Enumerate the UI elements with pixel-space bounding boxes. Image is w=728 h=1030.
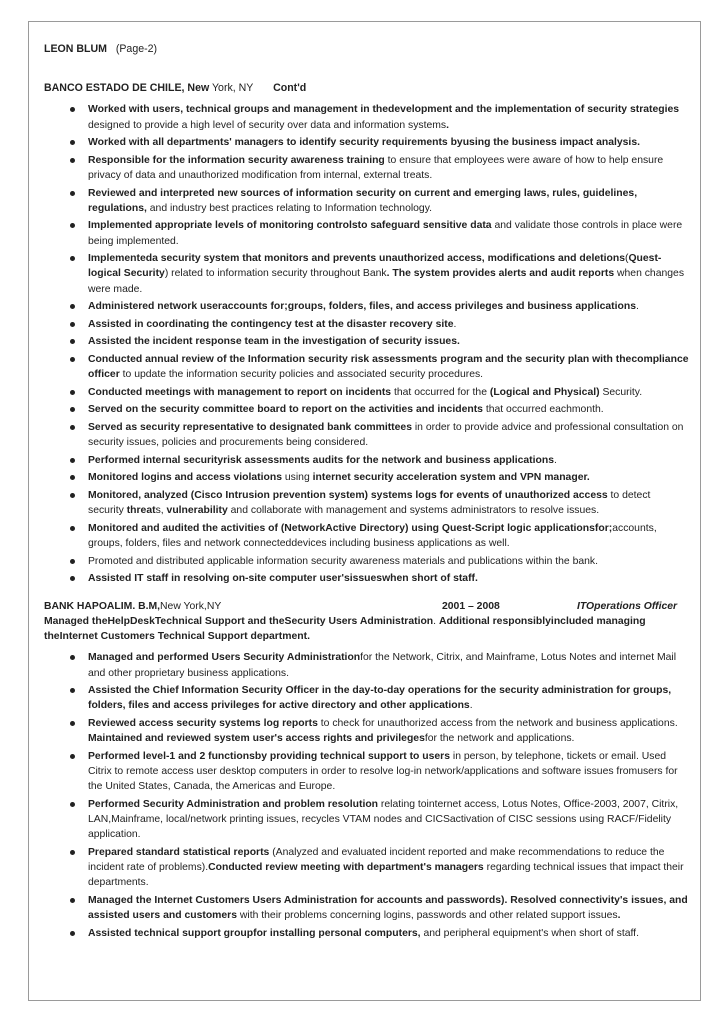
bold-text: Monitored logins and access violations [88, 472, 282, 484]
bullet-item [70, 683, 689, 713]
bold-text: Performed internal securityrisk assessments audits for the network and business applications [88, 454, 554, 466]
bold-text: Assisted in coordinating the contingency test at the disaster recovery site [88, 318, 454, 330]
company-location: New York,NY [160, 600, 222, 612]
text: in person, by telephone, tickets or email. Used Citrix to remote access user desktop computers in order to resolve log-in network/applications and software issues fromusers for the United States, Canada, the Americas and Europe. [88, 750, 678, 793]
text: regarding technical issues that impact their departments. [88, 861, 684, 889]
text: . [433, 615, 439, 627]
bold-text: Implementeda security system that monitors and prevents unauthorized access, modifications and deletions [88, 253, 625, 265]
bold-text: Assisted technical support groupfor installing personal computers, [88, 927, 421, 939]
bullet-item [70, 845, 689, 891]
text: in order to provide advice and professional consultation on security issues, policies and procurements being considered. [88, 421, 684, 449]
text: relating tointernet access, Lotus Notes, Office-2003, 2007, Citrix, LAN,Mainframe, local/network printing issues, recycles VTAM nodes and CICSactivation of CISC sessions using RACF/Fidelity application. [88, 798, 679, 841]
bullet-item [70, 317, 689, 332]
text: ( [625, 253, 629, 265]
bold-text: vulnerability [166, 505, 228, 517]
resume-page [28, 21, 701, 1001]
bold-text: Monitored, analyzed (Cisco Intrusion prevention system) systems logs for events of unauthorized access [88, 489, 608, 501]
job-heading [44, 599, 689, 614]
company-name: BANK HAPOALIM. B.M, [44, 600, 161, 612]
job-heading [44, 81, 689, 96]
job-bank-hapoalim [44, 599, 689, 941]
bold-text: Monitored and audited the activities of (NetworkActive Directory) using Quest-Script logic applicationsfor; [88, 522, 613, 534]
bold-text: Conducted meetings with management to report on incidents [88, 386, 392, 398]
bullet-item [70, 716, 689, 746]
bold-text: Quest-logical Security [88, 253, 662, 280]
text: to ensure that employees were aware of how to help ensure privacy of data and unauthorized modification from internal, external treats. [88, 154, 664, 181]
bold-text: Administered network useraccounts for;groups, folders, files, and access privileges and business applications [88, 301, 636, 313]
bullet-item [70, 299, 689, 314]
bullet-item [70, 650, 689, 680]
bold-text: Managed theHelpDeskTechnical Support and theSecurity Users Administration [44, 615, 434, 627]
text: . [469, 700, 473, 712]
text: Security. [599, 386, 643, 398]
text: . [453, 318, 457, 330]
company-location: York, NY [209, 82, 254, 95]
text: to check for unauthorized access from the network and business applications. [317, 717, 678, 729]
job-title: ITOperations Officer [577, 600, 678, 612]
bullet-item [70, 218, 689, 248]
page-number: (Page-2) [115, 43, 158, 55]
job-bullet-list [70, 650, 689, 940]
bullet-item [70, 135, 689, 150]
bullet-item [70, 186, 689, 216]
bullet-item [70, 749, 689, 795]
bullet-item [70, 352, 689, 382]
bold-text: (Logical and Physical) [489, 386, 600, 398]
bold-text: . The system provides alerts and audit reports [386, 268, 615, 280]
bold-text: threat [126, 505, 156, 517]
text: and collaborate with management and systems administrators to resolve issues. [227, 505, 600, 517]
bullet-item [70, 521, 689, 551]
text: and validate those controls in place were being implemented. [88, 220, 683, 247]
text: and industry best practices relating to Information technology. [146, 202, 433, 214]
bold-text: Implemented appropriate levels of monitoring controlsto safeguard sensitive data [88, 220, 492, 232]
bold-text: Assisted IT staff in resolving on-site computer user'sissueswhen short of staff. [88, 573, 478, 585]
bullet-item [70, 420, 689, 450]
bold-text: Performed Security Administration and problem resolution [88, 798, 379, 810]
text: for the Network, Citrix, and Mainframe, Lotus Notes and internet Mail and other proprietary business applications. [88, 652, 677, 679]
company-name: BANCO ESTADO DE CHILE, New [44, 82, 210, 95]
bold-text: Maintained and reviewed system user's access rights and privileges [88, 733, 425, 745]
text: s, [155, 505, 167, 517]
bullet-item [70, 334, 689, 349]
bold-text: Managed and performed Users Security Administration [88, 652, 361, 664]
bullet-item [70, 251, 689, 297]
bullet-item [70, 153, 689, 183]
bold-text: Reviewed access security systems log reports [88, 717, 318, 729]
resume-content [44, 42, 689, 943]
text: . [554, 454, 557, 466]
continued-label: Cont'd [273, 82, 307, 95]
text: accounts, groups, folders, files and network connecteddevices including business applications as well. [88, 522, 657, 549]
text: when changes were made. [88, 268, 685, 295]
text: that occurred for the [391, 386, 490, 398]
bullet-item [70, 797, 689, 843]
bullet-item [70, 470, 689, 485]
text: designed to provide a high level of security over data and information systems [88, 119, 447, 131]
bold-text: Managed the Internet Customers Users Administration for accounts and passwords). Resolved connectivity's issues, and assisted users and customers [88, 894, 688, 921]
job-dates: 2001 – 2008 [442, 600, 500, 612]
candidate-name: LEON BLUM [44, 43, 107, 55]
page-header [44, 42, 689, 57]
bold-text: Performed level-1 and 2 functionsby providing technical support to users [88, 750, 451, 762]
text: that occurred eachmonth. [482, 404, 604, 416]
bold-text: Conducted review meeting with department's managers [208, 861, 484, 873]
job-summary [44, 614, 689, 644]
bold-text: . [617, 909, 621, 921]
bullet-item [70, 926, 689, 941]
bold-text: . [446, 119, 449, 131]
bullet-item [70, 554, 689, 569]
text: and peripheral equipment's when short of staff. [420, 927, 639, 939]
text: to update the information security policies and associated security procedures. [119, 369, 484, 381]
bold-text: Worked with all departments' managers to identify security requirements byusing the business impact analysis. [88, 137, 640, 149]
bullet-item [70, 893, 689, 923]
text: using [282, 472, 313, 484]
bullet-item [70, 102, 689, 132]
bold-text: Assisted the Chief Information Security Officer in the day-to-day operations for the security administration for groups, folders, files and access privileges for active directory and other applications [88, 685, 672, 712]
job-banco-estado [44, 81, 689, 586]
text: Promoted and distributed applicable information security awareness materials and publications within the bank. [88, 555, 598, 567]
bullet-item [70, 488, 689, 518]
bullet-item [70, 385, 689, 400]
text: with their problems concerning logins, passwords and other related support issues [237, 909, 618, 921]
bold-text: Assisted the incident response team in the investigation of security issues. [88, 336, 460, 348]
bold-text: Reviewed and interpreted new sources of information security on current and emerging laws, rules, guidelines, regulations, [88, 187, 638, 214]
bold-text: Additional responsiblyincluded managing theInternet Customers Technical Support department. [44, 615, 646, 643]
text: to detect security [88, 489, 651, 517]
bold-text: Served as security representative to designated bank committees [88, 421, 412, 433]
text: for the network and applications. [424, 733, 575, 745]
bold-text: internet security acceleration system and VPN manager. [312, 472, 590, 484]
bold-text: Worked with users, technical groups and management in thedevelopment and the implementation of security strategies [88, 104, 680, 116]
bold-text: Conducted annual review of the Information security risk assessments program and the security plan with thecompliance officer [88, 353, 689, 381]
job-bullet-list [70, 102, 689, 586]
text: (Analyzed and evaluated incident reported and make recommendations to reduce the incident rate of problems). [88, 846, 665, 873]
bullet-item [70, 402, 689, 417]
bold-text: Served on the security committee board to report on the activities and incidents [88, 404, 483, 416]
text: ) related to information security throughout Bank [164, 268, 387, 280]
bullet-item [70, 453, 689, 468]
bullet-item [70, 571, 689, 586]
text: . [635, 301, 639, 313]
bold-text: Responsible for the information security awareness training [88, 154, 385, 166]
bold-text: Prepared standard statistical reports [88, 846, 270, 858]
